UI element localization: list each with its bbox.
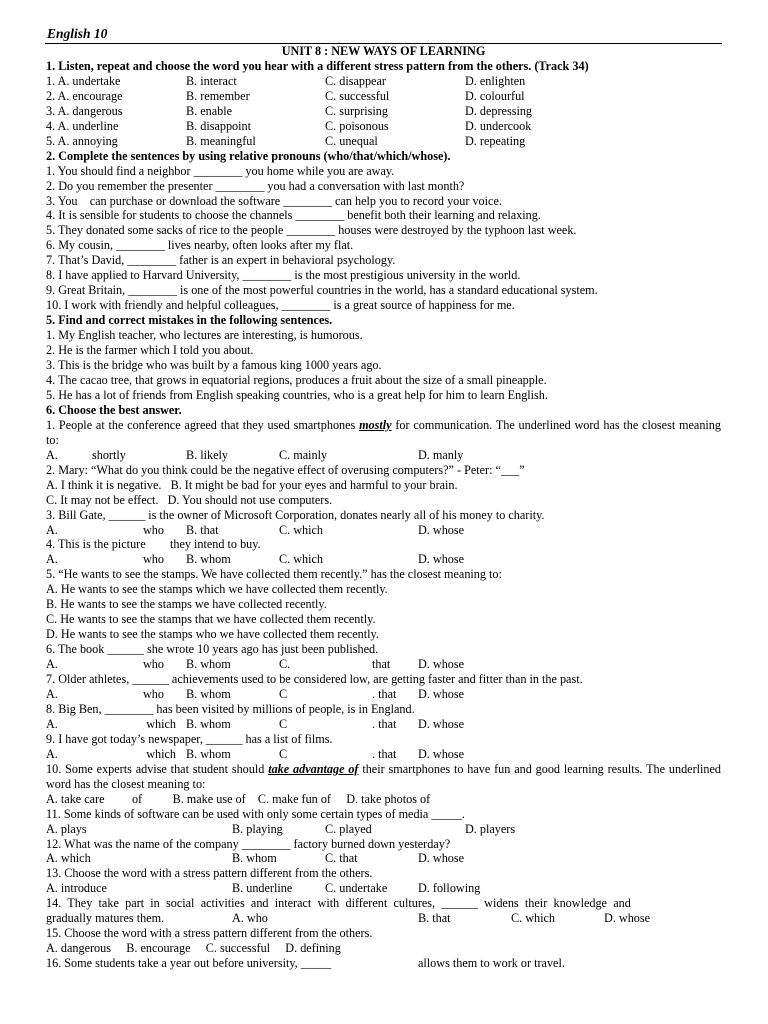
option-d: D. manly	[418, 447, 464, 462]
option-c: . that	[372, 746, 397, 761]
option-a: who	[143, 522, 164, 537]
question-text: 16. Some students take a year out before university, _____	[46, 956, 332, 971]
option-c: that	[372, 657, 391, 672]
option-c: C. disappear	[325, 73, 386, 88]
option-b: B. likely	[186, 447, 228, 462]
option-b: B. whom	[186, 552, 231, 567]
question-16	[46, 956, 721, 971]
option-c: . that	[372, 716, 397, 731]
question-13: 13. Choose the word with a stress pattern different from the others.	[46, 866, 373, 881]
option-a: A. plays	[46, 821, 87, 836]
question-text: for communication. The underlined word has the closest meaning to:	[46, 417, 721, 447]
worksheet-content	[46, 44, 721, 971]
stress-row	[46, 104, 721, 119]
option-c: C. which	[279, 552, 324, 567]
option-a: A. He wants to see the stamps which we have collected them recently.	[46, 582, 388, 597]
question-text: their smartphones to have fun and good learning results. The underlined word has the closest meaning to:	[46, 761, 722, 791]
option-b: B. interact	[186, 73, 237, 88]
option-b: B. underline	[232, 881, 293, 896]
option-d: D. undercook	[465, 118, 532, 133]
answer-options	[46, 911, 721, 926]
sentence-item: 5. They donated some sacks of rice to the people ________ houses were destroyed by the typhoon last week.	[46, 223, 577, 238]
option-c: C. undertake	[325, 881, 388, 896]
option-c: C. He wants to see the stamps that we have collected them recently.	[46, 612, 376, 627]
answer-options	[46, 851, 721, 866]
option-d: D. whose	[418, 552, 465, 567]
answer-options: A. I think it is negative. B. It might be bad for your eyes and harmful to your brain.	[46, 477, 458, 492]
option-d: D. whose	[418, 716, 465, 731]
option-d: D. whose	[418, 657, 465, 672]
option-c: C. surprising	[325, 103, 388, 118]
option-label: A.	[46, 657, 58, 672]
sentence-item: 1. You should find a neighbor ________ you home while you are away.	[46, 163, 395, 178]
stress-row	[46, 134, 721, 149]
option-d: D. whose	[418, 522, 465, 537]
option-label: A.	[46, 746, 58, 761]
stress-row	[46, 89, 721, 104]
question-text: 1. People at the conference agreed that they used smartphones	[46, 417, 360, 432]
section-1-heading: 1. Listen, repeat and choose the word you hear with a different stress pattern from the others. (Track 34)	[46, 58, 589, 73]
option-c-label: C	[279, 686, 288, 701]
question-5: 5. “He wants to see the stamps. We have collected them recently.” has the closest meaning to:	[46, 567, 502, 582]
underlined-word: take advantage of	[268, 761, 359, 776]
answer-options	[46, 747, 721, 762]
option-label: A.	[46, 552, 58, 567]
option-a: A. introduce	[46, 881, 107, 896]
answer-options	[46, 657, 721, 672]
underlined-word: mostly	[359, 417, 392, 432]
question-9: 9. I have got today’s newspaper, ______ has a list of films.	[46, 731, 333, 746]
option-c: C. unequal	[325, 133, 378, 148]
option-c: C. poisonous	[325, 118, 389, 133]
question-11: 11. Some kinds of software can be used with only some certain types of media _____.	[46, 806, 465, 821]
answer-options	[46, 523, 721, 538]
option-d: D. whose	[418, 851, 465, 866]
option-a: A. who	[232, 911, 268, 926]
option-b: B. that	[186, 522, 219, 537]
option-b: B. whom	[186, 657, 231, 672]
question-text: allows them to work or travel.	[418, 956, 565, 971]
mistake-item: 2. He is the farmer which I told you about.	[46, 343, 254, 358]
mistake-item: 1. My English teacher, who lectures are interesting, is humorous.	[46, 328, 363, 343]
option-d: D. depressing	[465, 103, 533, 118]
stress-row	[46, 74, 721, 89]
question-8: 8. Big Ben, ________ has been visited by millions of people, is in England.	[46, 701, 415, 716]
option-d: D. He wants to see the stamps who we have collected them recently.	[46, 627, 379, 642]
sentence-item: 8. I have applied to Harvard University, ________ is the most prestigious university in the world.	[46, 268, 521, 283]
option-d: D. whose	[418, 686, 465, 701]
question-4: 4. This is the picture they intend to buy.	[46, 537, 261, 552]
question-3: 3. Bill Gate, ______ is the owner of Microsoft Corporation, donates nearly all of his money to charity.	[46, 507, 545, 522]
option-d: D. following	[418, 881, 481, 896]
question-text: 10. Some experts advise that student should	[46, 761, 269, 776]
option-b: B. playing	[232, 821, 283, 836]
option-b: B. disappoint	[186, 118, 252, 133]
option-a: 2. A. encourage	[46, 88, 123, 103]
stress-row	[46, 119, 721, 134]
option-d: D. colourful	[465, 88, 525, 103]
question-1	[46, 418, 721, 448]
answer-options	[46, 448, 721, 463]
option-b: B. meaningful	[186, 133, 256, 148]
option-a: who	[143, 657, 164, 672]
sentence-item: 9. Great Britain, ________ is one of the most powerful countries in the world, has a standard educational system.	[46, 283, 598, 298]
sentence-item: 7. That’s David, ________ father is an expert in behavioral psychology.	[46, 253, 396, 268]
option-d: D. whose	[604, 911, 651, 926]
option-c-label: C	[279, 716, 288, 731]
option-label: A.	[46, 447, 58, 462]
option-c: C. that	[325, 851, 358, 866]
section-2-heading: 2. Complete the sentences by using relative pronouns (who/that/which/whose).	[46, 148, 451, 163]
option-b: B. whom	[186, 746, 231, 761]
option-a: A. which	[46, 851, 91, 866]
mistake-item: 4. The cacao tree, that grows in equatorial regions, produces a fruit about the size of a small pineapple.	[46, 372, 547, 387]
option-b: B. He wants to see the stamps we have collected recently.	[46, 597, 327, 612]
option-label: A.	[46, 716, 58, 731]
option-b: B. whom	[186, 686, 231, 701]
sentence-item: 10. I work with friendly and helpful colleagues, ________ is a great source of happiness for me.	[46, 298, 515, 313]
option-a: 5. A. annoying	[46, 133, 118, 148]
option-label: A.	[46, 522, 58, 537]
option-b: B. whom	[186, 716, 231, 731]
sentence-item: 3. You can purchase or download the software ________ can help you to record your voice.	[46, 193, 502, 208]
answer-options	[46, 687, 721, 702]
answer-options: A. take care of B. make use of C. make fun of D. take photos of	[46, 791, 431, 806]
mistake-item: 5. He has a lot of friends from English speaking countries, who is a great help for him to learn English.	[46, 387, 548, 402]
question-10	[46, 762, 721, 792]
option-d: D. enlighten	[465, 73, 526, 88]
question-15: 15. Choose the word with a stress pattern different from the others.	[46, 926, 373, 941]
option-a: who	[143, 552, 164, 567]
option-c: C. which	[511, 911, 556, 926]
question-text: gradually matures them.	[46, 911, 165, 926]
section-5-heading: 5. Find and correct mistakes in the following sentences.	[46, 313, 333, 328]
question-2: 2. Mary: “What do you think could be the negative effect of overusing computers?” - Peter: “___”	[46, 462, 525, 477]
sentence-item: 6. My cousin, ________ lives nearby, often looks after my flat.	[46, 238, 354, 253]
option-c-label: C.	[279, 657, 291, 672]
option-b: B. remember	[186, 88, 250, 103]
section-6-heading: 6. Choose the best answer.	[46, 402, 182, 417]
sentence-item: 4. It is sensible for students to choose the channels ________ benefit both their learning and relaxing.	[46, 208, 541, 223]
answer-options	[46, 552, 721, 567]
answer-options	[46, 881, 721, 896]
option-a: which	[146, 716, 176, 731]
option-c: C. played	[325, 821, 372, 836]
option-b: B. that	[418, 911, 451, 926]
question-7: 7. Older athletes, ______ achievements used to be considered low, are getting faster and fitter than in the past.	[46, 672, 583, 687]
option-a: 4. A. underline	[46, 118, 119, 133]
option-a: 3. A. dangerous	[46, 103, 123, 118]
option-a: 1. A. undertake	[46, 73, 121, 88]
sentence-item: 2. Do you remember the presenter ________ you had a conversation with last month?	[46, 178, 465, 193]
unit-title: UNIT 8 : NEW WAYS OF LEARNING	[281, 44, 486, 58]
option-d: D. whose	[418, 746, 465, 761]
page-header: English 10	[47, 26, 108, 41]
option-c: . that	[372, 686, 397, 701]
option-label: A.	[46, 686, 58, 701]
answer-options: C. It may not be effect. D. You should not use computers.	[46, 492, 333, 507]
option-a: which	[146, 746, 176, 761]
answer-options	[46, 717, 721, 732]
section-1-rows	[46, 74, 721, 149]
mistake-item: 3. This is the bridge who was built by a famous king 1000 years ago.	[46, 358, 382, 373]
option-c-label: C	[279, 746, 288, 761]
option-b: B. enable	[186, 103, 233, 118]
option-c: C. mainly	[279, 447, 328, 462]
option-d: D. players	[465, 821, 516, 836]
option-d: D. repeating	[465, 133, 526, 148]
option-b: B. whom	[232, 851, 277, 866]
question-14: 14. They take part in social activities and interact with different cultures, ______ widens their knowledge and	[46, 896, 631, 911]
question-6: 6. The book ______ she wrote 10 years ago has just been published.	[46, 642, 379, 657]
option-c: C. successful	[325, 88, 390, 103]
answer-options: A. dangerous B. encourage C. successful D. defining	[46, 941, 341, 956]
option-a: who	[143, 686, 164, 701]
answer-options	[46, 822, 721, 837]
option-c: C. which	[279, 522, 324, 537]
option-a: shortly	[92, 447, 126, 462]
question-12: 12. What was the name of the company ________ factory burned down yesterday?	[46, 836, 451, 851]
